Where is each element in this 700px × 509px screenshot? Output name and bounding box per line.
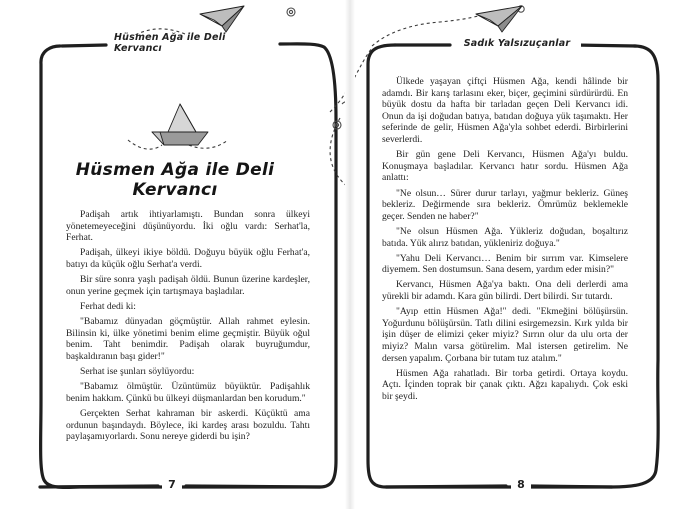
paragraph: Bir süre sonra yaşlı padişah öldü. Bunun üzerine kardeşler, onun yerine geçmek için tartışmaya başladılar. xyxy=(66,274,310,297)
paragraph: "Babamız ölmüştür. Üzüntümüz büyüktür. Padişahlık benim hakkım. Çünkü bu ülkeyi düşmanlardan ben korudum." xyxy=(66,381,310,404)
paper-plane-top-left-icon xyxy=(200,6,244,32)
paragraph: Gerçekten Serhat kahraman bir askerdi. Küçüktü ama ordunun başındaydı. Böylece, iki kardeş arası bozuldu. Tahtı paylaşamıyorlardı. Sonu nereye giderdi bu işin? xyxy=(66,408,310,443)
left-running-header: Hüsmen Ağa ile Deli Kervancı xyxy=(108,35,278,51)
paper-plane-top-right-icon xyxy=(476,6,522,32)
paragraph: "Ne olsun… Sürer durur tarlayı, yağmur bekleriz. Güneş bekleriz. Değirmende sıra bekleriz. Ömrümüz beklemekle geçer. Senden ne haber?" xyxy=(382,187,628,222)
left-page-body xyxy=(66,209,310,446)
paragraph: Padişah, ülkeyi ikiye böldü. Doğuyu büyük oğlu Ferhat'a, batıyı da küçük oğlu Serhat'a verdi. xyxy=(66,247,310,270)
paragraph: Ülkede yaşayan çiftçi Hüsmen Ağa, kendi hâlinde bir adamdı. Bir karış tarlasını eker, biçer, geçimini sürdürürdü. En büyük dostu da hafta bir tarladan geçen Deli Kervancı idi. Onun da işi doğudan batıya, batıdan doğuya yük taşımaktı. Her seferinde de gelir, Hüsmen Ağa'yla sohbet ederdi. Birbirlerini severlerdi. xyxy=(382,76,628,145)
chapter-title: Hüsmen Ağa ile Deli Kervancı xyxy=(75,160,275,200)
paper-boat-icon xyxy=(152,104,208,145)
left-page-number: 7 xyxy=(162,478,182,491)
paragraph: "Ne olsun Hüsmen Ağa. Yükleriz doğudan, boşaltırız batıda. Yük alırız batıdan, yükleniriz doğuya." xyxy=(382,225,628,249)
paragraph: Serhat ise şunları söylüyordu: xyxy=(80,366,195,378)
right-page-body xyxy=(382,76,628,406)
right-running-header: Sadık Yalsızuçanlar xyxy=(453,35,581,51)
paragraph: "Babamız dünyadan göçmüştür. Allah rahmet eylesin. Bilinsin ki, ülke yönetimi benim elime geçmiştir. Büyük oğul benim. Taht benimdir. Padişah olarak buyruğumdur, başkaldıranın başı gider!" xyxy=(66,316,310,362)
book-gutter xyxy=(345,0,355,509)
right-page-number: 8 xyxy=(511,478,531,491)
paragraph: Bir gün gene Deli Kervancı, Hüsmen Ağa'yı buldu. Konuşmaya başladılar. Kervancı hatır sordu. Hüsmen Ağa anlattı: xyxy=(382,149,628,184)
paragraph: Ferhat dedi ki: xyxy=(80,300,136,312)
paragraph: Padişah artık ihtiyarlamıştı. Bundan sonra ülkeyi yönetemeyeceğini düşünüyordu. İki oğlu vardı: Serhat'la, Ferhat. xyxy=(66,209,310,244)
paragraph: "Yahu Deli Kervancı… Benim bir sırrım var. Kimselere diyemem. Sen dostumsun. Sana desem, yardım eder misin?" xyxy=(382,252,628,276)
paragraph: Kervancı, Hüsmen Ağa'ya baktı. Ona deli derlerdi ama yürekli bir adamdı. Kara gün bilirdi. Dert bilirdi. Sır tutardı. xyxy=(382,279,628,303)
paragraph: "Ayıp ettin Hüsmen Ağa!" dedi. "Ekmeğini bölüşürsün. Yoğurdunu bölüşürsün. Tatlı dilini esirgemezsin. Kırk yılda bir işin düşer de elimizi çeker miyiz? Sırrın olur da ulu orta der miyiz? Malın varsa götürelim. Mal istersen getirelim. Ne dersen yapalım. Çorbana bir tutam tuz atalım." xyxy=(382,306,628,364)
paragraph: Hüsmen Ağa rahatladı. Bir torba getirdi. Ortaya koydu. Açtı. İçinden toprak bir çanak çıktı. Ağzı kapalıydı. Çok eski bir şeydi. xyxy=(382,367,628,402)
